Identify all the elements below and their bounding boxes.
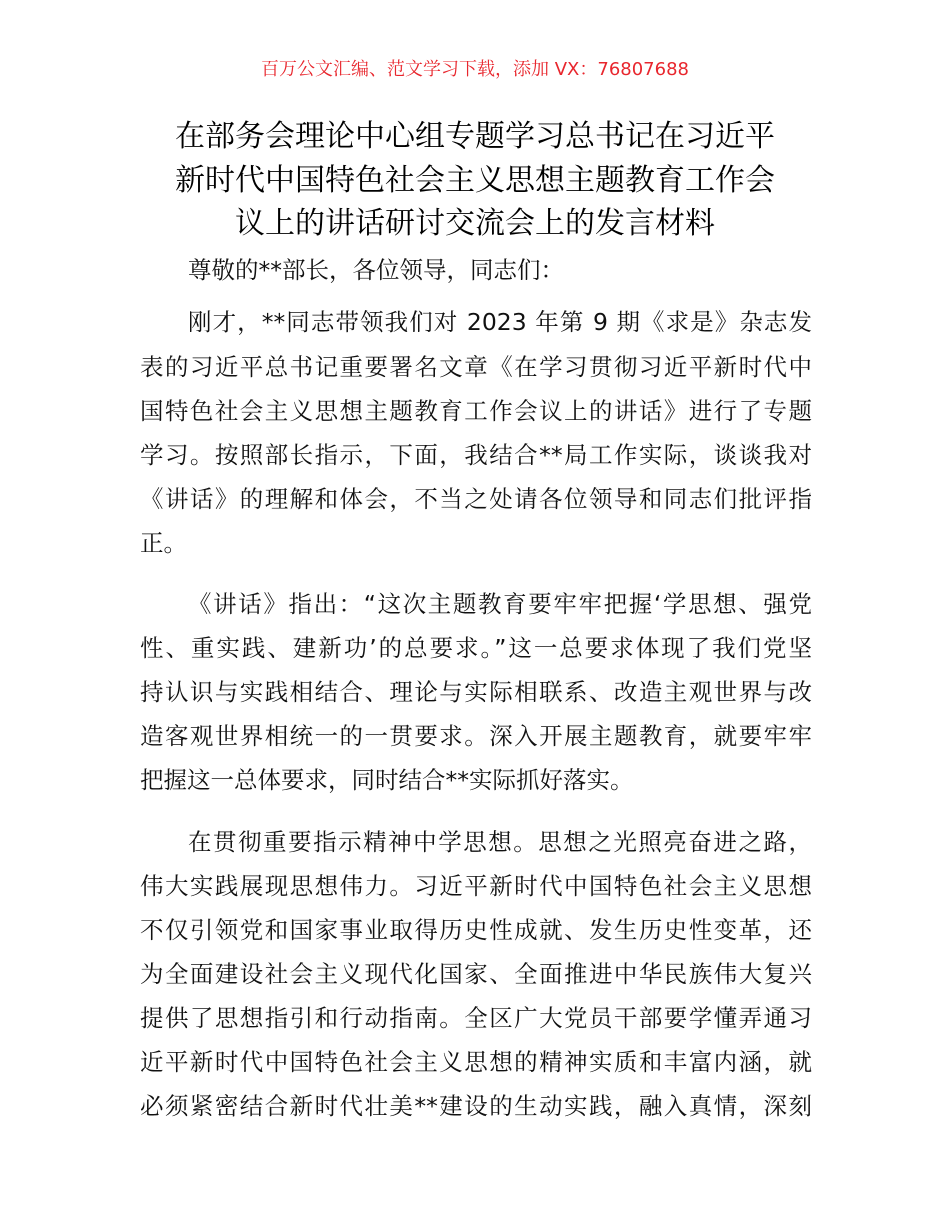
title-line-2: 新时代中国特色社会主义思想主题教育工作会 xyxy=(175,163,775,198)
text-line: 正。 xyxy=(140,529,187,557)
text-line: 为全面建设社会主义现代化国家、全面推进中华民族伟大复兴 xyxy=(140,960,812,988)
text-line: 刚才，**同志带领我们对 2023 年第 9 期《求是》杂志发 xyxy=(188,308,812,336)
text-line: 伟大实践展现思想伟力。习近平新时代中国特色社会主义思想 xyxy=(140,872,812,900)
text-line: 《讲话》指出：“这次主题教育要牢牢把握‘学思想、强党 xyxy=(188,590,812,618)
text-line: 性、重实践、建新功’的总要求。”这一总要求体现了我们党坚 xyxy=(140,634,812,662)
text-line: 持认识与实践相结合、理论与实际相联系、改造主观世界与改 xyxy=(140,678,812,706)
header-watermark-note: 百万公文汇编、范文学习下载，添加 VX：76807688 xyxy=(261,59,689,80)
text-line: 学习。按照部长指示，下面，我结合**局工作实际，谈谈我对 xyxy=(140,441,812,469)
text-line: 在贯彻重要指示精神中学思想。思想之光照亮奋进之路， xyxy=(188,828,812,856)
text-line: 近平新时代中国特色社会主义思想的精神实质和丰富内涵，就 xyxy=(140,1048,812,1076)
text-line: 国特色社会主义思想主题教育工作会议上的讲话》进行了专题 xyxy=(140,397,812,425)
text-line: 造客观世界相统一的一贯要求。深入开展主题教育，就要牢牢 xyxy=(140,722,812,750)
salutation: 尊敬的**部长，各位领导，同志们： xyxy=(188,256,564,284)
text-line: 提供了思想指引和行动指南。全区广大党员干部要学懂弄通习 xyxy=(140,1004,812,1032)
title-line-1: 在部务会理论中心组专题学习总书记在习近平 xyxy=(175,119,775,154)
title-line-3: 议上的讲话研讨交流会上的发言材料 xyxy=(235,206,715,241)
text-line: 不仅引领党和国家事业取得历史性成就、发生历史性变革，还 xyxy=(140,916,812,944)
text-line: 必须紧密结合新时代壮美**建设的生动实践，融入真情，深刻 xyxy=(140,1092,812,1120)
text-line: 表的习近平总书记重要署名文章《在学习贯彻习近平新时代中 xyxy=(140,353,812,381)
text-line: 把握这一总体要求，同时结合**实际抓好落实。 xyxy=(140,766,634,794)
text-line: 《讲话》的理解和体会，不当之处请各位领导和同志们批评指 xyxy=(140,485,812,513)
